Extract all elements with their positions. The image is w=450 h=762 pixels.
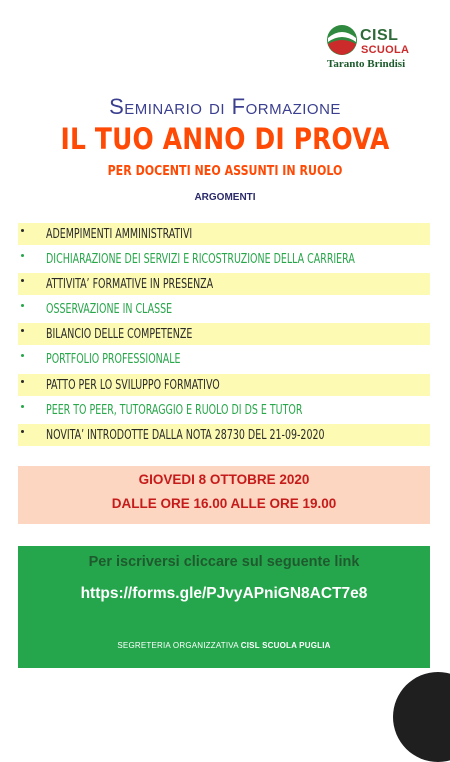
registration-box xyxy=(18,546,430,668)
bullet-icon xyxy=(21,279,24,282)
event-date: GIOVEDI 8 OTTOBRE 2020 xyxy=(138,472,310,487)
topic-label: OSSERVAZIONE IN CLASSE xyxy=(46,301,173,318)
seminar-label: Seminario di Formazione xyxy=(109,94,341,119)
cisl-logo-icon xyxy=(325,24,359,56)
topic-label: PORTFOLIO PROFESSIONALE xyxy=(46,351,181,368)
corner-decoration xyxy=(393,672,450,762)
topic-label: DICHIARAZIONE DEI SERVIZI E RICOSTRUZIONE DELLA CARRIERA xyxy=(46,251,355,268)
bullet-icon xyxy=(21,329,24,332)
topic-label: PATTO PER LO SVILUPPO FORMATIVO xyxy=(46,376,220,393)
list-item xyxy=(18,273,430,295)
list-item xyxy=(18,424,430,446)
logo-brand: CISL xyxy=(360,27,399,44)
organizer-footer xyxy=(18,641,430,650)
topics-heading: ARGOMENTI xyxy=(194,192,256,203)
topic-label: PEER TO PEER, TUTORAGGIO E RUOLO DI DS E TUTOR xyxy=(46,401,303,418)
footer-org: CISL SCUOLA PUGLIA xyxy=(240,641,331,650)
bullet-icon xyxy=(21,354,24,357)
topics-list xyxy=(18,223,430,449)
footer-prefix: SEGRETERIA ORGANIZZATIVA xyxy=(117,641,239,650)
topic-label: BILANCIO DELLE COMPETENZE xyxy=(46,326,193,343)
bullet-icon xyxy=(21,229,24,232)
page-title: IL TUO ANNO DI PROVA xyxy=(60,122,390,156)
page-subtitle: PER DOCENTI NEO ASSUNTI IN RUOLO xyxy=(107,164,343,179)
list-item xyxy=(18,399,430,421)
topic-label: ADEMPIMENTI AMMINISTRATIVI xyxy=(46,226,193,242)
bullet-icon xyxy=(21,254,24,257)
bullet-icon xyxy=(21,405,24,408)
registration-link[interactable]: https://forms.gle/PJvyAPniGN8ACT7e8 xyxy=(80,585,368,602)
event-time: DALLE ORE 16.00 ALLE ORE 19.00 xyxy=(111,496,337,511)
schedule-box xyxy=(18,466,430,524)
list-item xyxy=(18,223,430,245)
registration-instruction: Per iscriversi cliccare sul seguente link xyxy=(88,554,360,570)
bullet-icon xyxy=(21,304,24,307)
topic-label: ATTIVITA’ FORMATIVE IN PRESENZA xyxy=(46,276,214,293)
list-item xyxy=(18,323,430,345)
cisl-scuola-logo xyxy=(325,24,435,74)
list-item xyxy=(18,248,430,270)
list-item xyxy=(18,298,430,320)
list-item xyxy=(18,374,430,396)
bullet-icon xyxy=(21,430,24,433)
list-item xyxy=(18,348,430,370)
bullet-icon xyxy=(21,380,24,383)
logo-division: SCUOLA xyxy=(361,44,410,56)
logo-location: Taranto Brindisi xyxy=(327,58,406,70)
topic-label: NOVITA’ INTRODOTTE DALLA NOTA 28730 DEL 21-09-2020 xyxy=(46,426,325,443)
